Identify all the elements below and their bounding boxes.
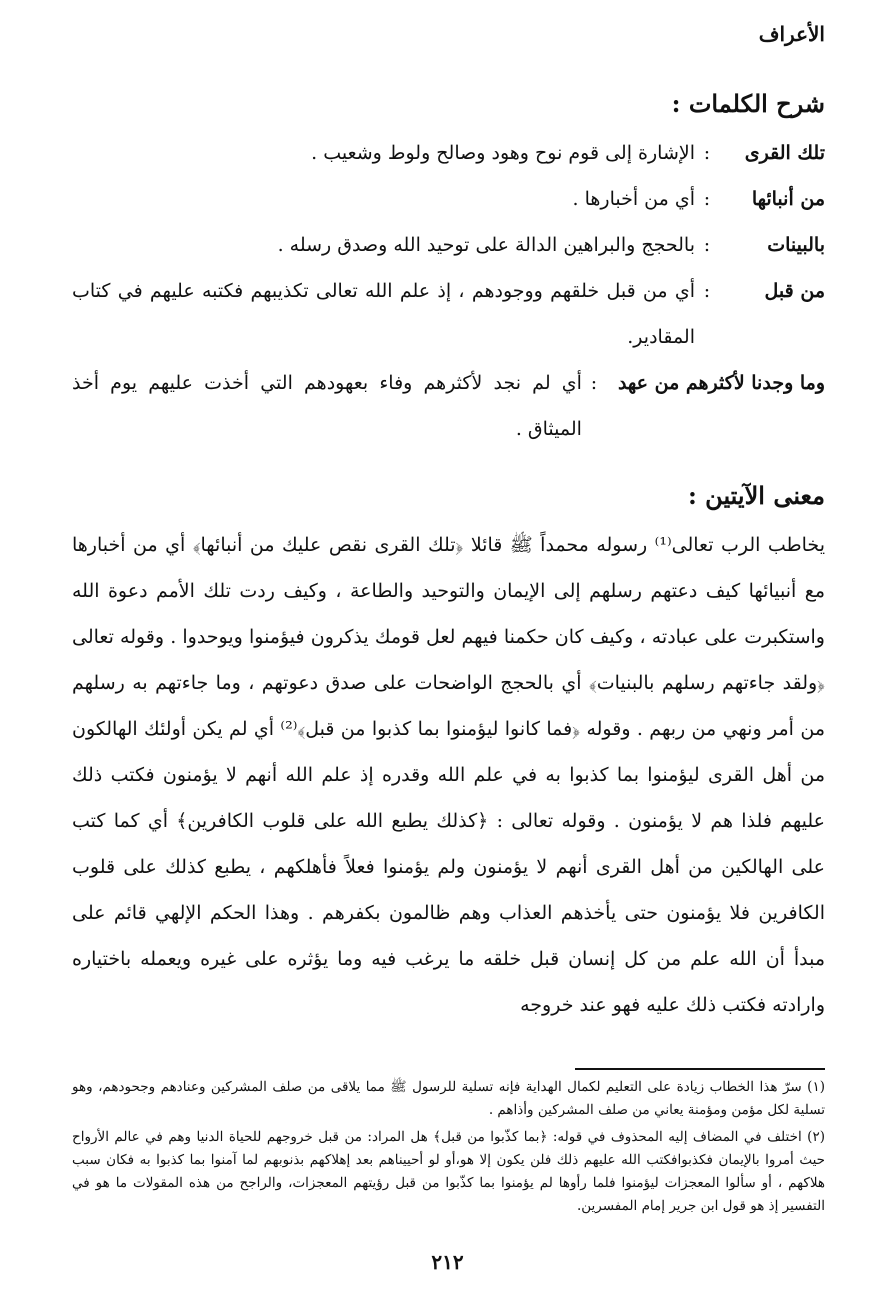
vocab-item [72, 176, 825, 222]
vocab-list [72, 130, 825, 452]
page-number: ٢١٢ [431, 1250, 464, 1274]
vocab-item [72, 360, 825, 452]
vocab-term: تلك القرى [744, 142, 825, 164]
footnote-1: (١) سرّ هذا الخطاب زيادة على التعليم لكمال الهداية فإنه تسلية للرسول ﷺ مما يلاقى من صلف المشركين وعنادهم وجحودهم، وهو تسلية لكل مؤمن ومؤمنة يعاني من صلف المشركين وأذاهم . [72, 1079, 825, 1118]
vocab-separator: : [590, 372, 598, 394]
footnote-2: (٢) اختلف في المضاف إليه المحذوف في قوله: ﴿بما كذّبوا من قبل﴾ هل المراد: من قبل خروجهم للحياة الدنيا وهم في عالم الأرواح حيث أمروا بالإيمان فكذبوافكتب الله عليهم ذلك فلن يكون إلا هو،أو لو أحييناهم بعد إهلاكهم بذنوبهم لما آمنوا بما كذبوا به فكان سبب هلاكهم ، أو سألوا المعجزات ليؤمنوا فلما رأوها لم يؤمنوا بما كذّبوا من قبل رؤيتهم المعجزات، والراجح من هذه المقولات ما هو في التفسير إذ هو قول ابن جرير إمام المفسرين. [72, 1129, 825, 1214]
footnote-divider [575, 1068, 825, 1070]
vocab-definition: الإشارة إلى قوم نوح وهود وصالح ولوط وشعيب . [311, 142, 695, 164]
vocab-term: من قبل [764, 280, 825, 302]
vocab-item [72, 268, 825, 360]
vocab-separator: : [703, 234, 711, 256]
vocab-separator: : [703, 188, 711, 210]
vocab-section-title: شرح الكلمات : [671, 89, 825, 118]
vocab-separator: : [703, 142, 711, 164]
vocab-definition: أي من قبل خلقهم ووجودهم ، إذ علم الله تعالى تكذيبهم فكتبه عليهم في كتاب المقادير. [72, 280, 695, 348]
vocab-item [72, 222, 825, 268]
commentary-paragraph: يخاطب الرب تعالى⁽¹⁾ رسوله محمداً ﷺ قائلا ﴿تلك القرى نقص عليك من أنبائها﴾ أي من أخبارها مع أنبيائها كيف دعتهم رسلهم إلى الإيمان والتوحيد والطاعة ، وكيف ردت تلك الأمم دعوة الله واستكبرت على عبادته ، وكيف كان حكمنا فيهم لعل قومك يذكرون فيؤمنوا ويوحدوا . وقوله تعالى ﴿ولقد جاءتهم رسلهم بالبنيات﴾ أي بالحجج الواضحات على صدق دعوتهم ، وما جاءتهم به رسلهم من أمر ونهي من ربهم . وقوله ﴿فما كانوا ليؤمنوا بما كذبوا من قبل﴾⁽²⁾ أي لم يكن أولئك الهالكون من أهل القرى ليؤمنوا بما كذبوا به في علم الله وقدره إذ علم الله أنهم لا يؤمنون فكتب ذلك عليهم فلذا هم لا يؤمنون . وقوله تعالى : ﴿كذلك يطبع الله على قلوب الكافرين﴾ أي كما كتب على الهالكين من أهل القرى أنهم لا يؤمنون ولم يؤمنوا فعلاً فأهلكهم ، يطبع كذلك على قلوب الكافرين فلا يؤمنون حتى يأخذهم العذاب وهم ظالمون بكفرهم . وهذا الحكم الإلهي قائم على مبدأ أن الله علم من كل إنسان قبل خلقه ما يرغب فيه وما يؤثره على غيره ويعمله باختياره وارادته فكتب ذلك عليه فهو عند خروجه [72, 534, 825, 1016]
vocab-item [72, 130, 825, 176]
vocab-term: بالبينات [767, 234, 825, 256]
vocab-term: وما وجدنا لأكثرهم من عهد [617, 372, 825, 394]
vocab-term: من أنبائها [751, 188, 825, 210]
footnotes [72, 1076, 825, 1222]
meaning-section-title: معنى الآيتين : [687, 481, 825, 510]
vocab-separator: : [703, 280, 711, 302]
vocab-definition: أي لم نجد لأكثرهم وفاء بعهودهم التي أخذت عليهم يوم أخذ الميثاق . [72, 372, 582, 440]
running-head: الأعراف [758, 22, 825, 46]
vocab-definition: بالحجج والبراهين الدالة على توحيد الله وصدق رسله . [277, 234, 695, 256]
vocab-definition: أي من أخبارها . [572, 188, 695, 210]
